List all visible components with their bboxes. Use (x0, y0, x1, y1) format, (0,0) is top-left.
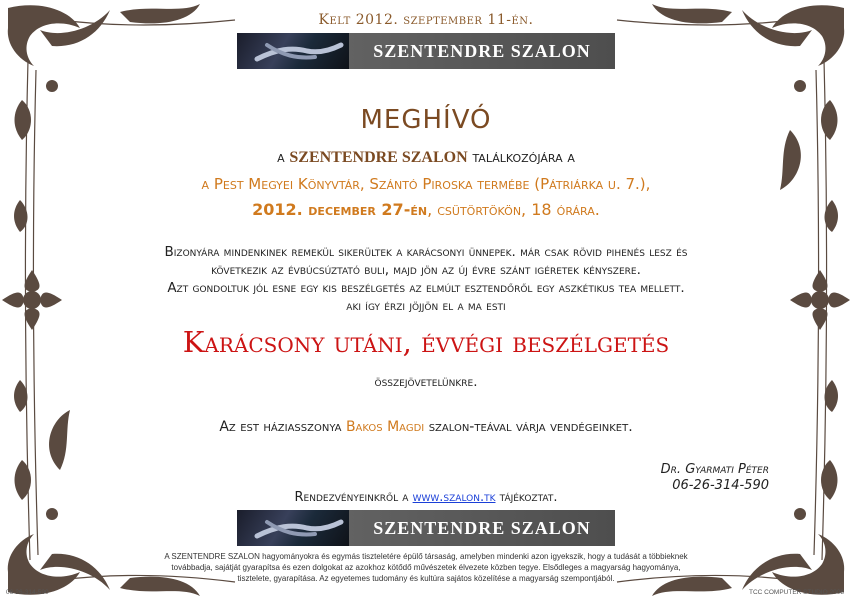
body-paragraph-1: Bizonyára mindenkinek remekül sikerültek a karácsonyi ünnepek. már csak rövid pihenés lesz és (164, 244, 688, 260)
handshake-image (237, 33, 349, 69)
invite-line-1 (0, 148, 852, 167)
footer-text-line-1: A SZENTENDRE SZALON hagyományokra és egymás tiszteletére épülő társaság, amelyben mindenki azon igyekszik, hogy a tudását a többieknek (164, 552, 688, 561)
footer-text-line-2: továbbadja, sajátját gyarapítsa és ezen dolgokat az azokhoz kötődő művészetek élvezete közben tegye. Elsődleges a magyarság hagyománya, (171, 563, 681, 572)
banner-title: SZENTENDRE SZALON (373, 40, 591, 61)
date-time-line (0, 200, 852, 219)
website-link[interactable]: www.szalon.tk (412, 490, 496, 505)
event-headline: Karácsony utáni, évvégi beszélgetés (182, 325, 670, 359)
hostess-pre: Az est háziasszonya (219, 419, 342, 435)
body-paragraph-4: aki így érzi jöjjön el a ma esti (346, 298, 506, 314)
footer-handshake-image (237, 510, 349, 546)
footer-text (152, 551, 700, 584)
invite-line-1-post: találkozójára a (472, 148, 575, 166)
invite-line-1-pre: a (277, 148, 285, 166)
handshake-icon (237, 510, 349, 546)
handshake-icon (237, 33, 349, 69)
events-pre: Rendezvényeinkről a (294, 490, 409, 505)
events-post: tájékoztat. (499, 490, 558, 505)
body-paragraph-3: Azt gondoltuk jól esne egy kis beszélgetés az elmúlt esztendőről egy aszkétikus tea mellett. (167, 280, 685, 296)
footer-text-line-3: tisztelete, gyarapítása. Az egyetemes tudomány és kultúra sajátos közelítése a magyarság szempontjából. (237, 574, 615, 583)
footer-banner-title: SZENTENDRE SZALON (373, 517, 591, 538)
body-paragraph-2: következik az évbúcsúztató buli, majd jön az új évre szánt igéretek kényszere. (211, 262, 641, 278)
after-headline-text: összejövetelünkre. (374, 374, 478, 390)
corner-phone: 06-26-314-590 (6, 589, 49, 596)
organization-name: SZENTENDRE SZALON (289, 149, 468, 166)
hostess-name: Bakos Magdi (345, 419, 425, 435)
signature-phone: 06-26-314-590 (672, 478, 769, 493)
page-title: MEGHÍVÓ (360, 105, 492, 135)
hostess-line (0, 419, 852, 435)
event-time: , csütörtökön, 18 órára. (427, 200, 600, 219)
events-info-line (0, 490, 852, 505)
event-date: 2012. december 27-én (252, 200, 428, 219)
signature-name: Dr. Gyarmati Péter (660, 462, 769, 477)
footer-banner (237, 510, 615, 546)
venue-line: a Pest Megyei Könyvtár, Szántó Piroska termébe (Pátriárka u. 7.), (201, 175, 651, 193)
header-banner (237, 33, 615, 69)
document-date: Kelt 2012. szeptember 11-én. (318, 12, 534, 28)
hostess-post: szalon-teával várja vendégeinket. (428, 419, 633, 435)
corner-credit: TCC COMPUTER STUDIO 2008 (749, 589, 844, 596)
